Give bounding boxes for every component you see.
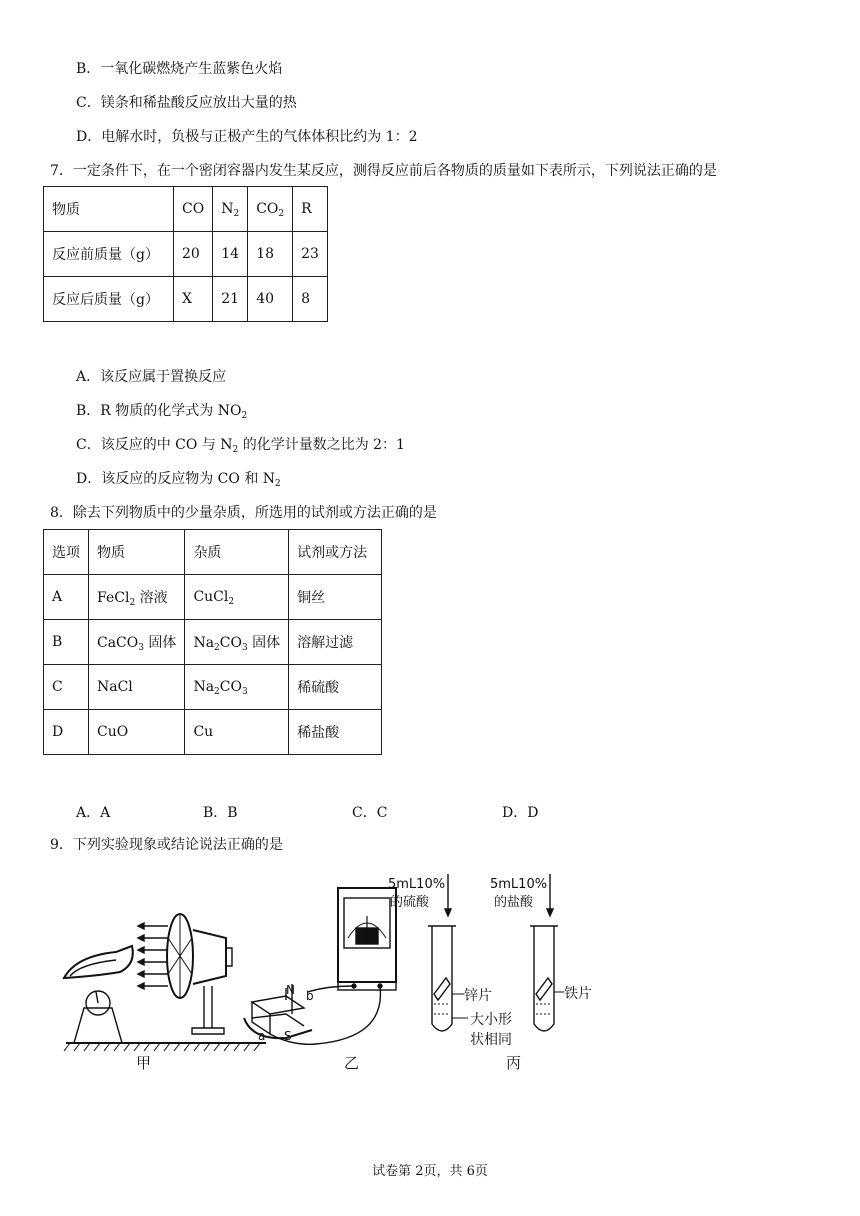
table-cell: 8 (293, 277, 328, 322)
q7-option-a: A．该反应属于置换反应 (76, 369, 227, 385)
table-cell: FeCl$_2$ 溶液 (89, 575, 185, 620)
table-cell: 选项 (44, 530, 89, 575)
q7-option-b: B．R 物质的化学式为 $NO_2$ (76, 403, 248, 421)
table-cell: 试剂或方法 (289, 530, 382, 575)
table-cell: B (44, 620, 89, 665)
same-size-label-2: 状相同 (470, 1032, 512, 1048)
table-cell: D (44, 710, 89, 755)
test-tube-experiment (388, 874, 592, 1072)
wind-arrows (138, 923, 168, 989)
page-footer: 试卷第 2页，共 6页 (372, 1164, 488, 1179)
table-cell: 反应后质量（g） (44, 277, 174, 322)
tube2-label-2: 的盐酸 (494, 895, 534, 910)
table-row (44, 530, 382, 575)
table-cell: 铜丝 (289, 575, 382, 620)
q8-option-b: B．B (203, 805, 238, 821)
q7-option-c: C．该反应的中 CO 与 $N_2$ 的化学计量数之比为 2：1 (76, 437, 405, 455)
table-cell: 23 (293, 232, 328, 277)
q9-stem: 9．下列实验现象或结论说法正确的是 (50, 837, 283, 853)
table-cell: 稀盐酸 (289, 710, 382, 755)
table-cell: 18 (248, 232, 293, 277)
q6-option-d: D．电解水时，负极与正极产生的气体体积比约为 1：2 (76, 129, 418, 145)
table-cell: 物质 (89, 530, 185, 575)
table-cell: CO (174, 187, 213, 232)
galvanometer-experiment (244, 888, 396, 1072)
table-row (44, 187, 328, 232)
q6-option-b: B．一氧化碳燃烧产生蓝紫色火焰 (76, 61, 283, 77)
table-cell: 40 (248, 277, 293, 322)
q9-figure (56, 868, 616, 1078)
table-cell: CuCl$_2$ (185, 575, 289, 620)
table-cell: C (44, 665, 89, 710)
iron-label: 铁片 (564, 986, 592, 1002)
table-cell: 物质 (44, 187, 174, 232)
table-cell: A (44, 575, 89, 620)
table-cell: Cu (185, 710, 289, 755)
table-row (44, 575, 382, 620)
table-cell: R (293, 187, 328, 232)
ground-hatch (64, 1043, 260, 1051)
table-cell: 20 (174, 232, 213, 277)
table-cell: $CO_2$ (248, 187, 293, 232)
table-cell: $Na_2CO_3$ 固体 (185, 620, 289, 665)
table-cell: 杂质 (185, 530, 289, 575)
table-row (44, 277, 328, 322)
table-cell: CaCO$_3$ 固体 (89, 620, 185, 665)
table-row (44, 665, 382, 710)
label-s: S (284, 1029, 292, 1043)
liquid-lines-2 (536, 1004, 552, 1014)
tube1-label-2: 的硫酸 (390, 895, 430, 910)
table-cell: 反应前质量（g） (44, 232, 174, 277)
caption-yi: 乙 (344, 1054, 360, 1072)
table-cell: 溶解过滤 (289, 620, 382, 665)
tube2-label-1: 5mL10% (490, 877, 548, 892)
zinc-label: 锌片 (464, 988, 492, 1004)
same-size-label-1: 大小形 (470, 1012, 512, 1028)
table-cell: $Na_2CO_3$ (185, 665, 289, 710)
q7-table (43, 186, 328, 322)
caption-jia: 甲 (136, 1054, 152, 1072)
q8-option-c: C．C (352, 805, 388, 821)
table-row (44, 710, 382, 755)
table-row (44, 232, 328, 277)
label-b: b (306, 989, 314, 1003)
q8-option-d: D．D (502, 805, 539, 821)
table-cell: CuO (89, 710, 185, 755)
table-cell: NaCl (89, 665, 185, 710)
q8-table (43, 529, 382, 755)
q6-option-c: C．镁条和稀盐酸反应放出大量的热 (76, 95, 297, 111)
q7-option-d: D．该反应的反应物为 CO 和 $N_2$ (76, 471, 281, 489)
label-a: a (258, 1029, 266, 1043)
caption-bing: 丙 (506, 1054, 522, 1072)
q8-option-a: A．A (76, 805, 111, 821)
table-cell: 稀硫酸 (289, 665, 382, 710)
fan-experiment (64, 914, 266, 1072)
table-cell: X (174, 277, 213, 322)
label-n: N (286, 983, 295, 997)
liquid-lines (434, 1004, 450, 1014)
tube1-label-1: 5mL10% (388, 877, 446, 892)
table-row (44, 620, 382, 665)
q8-stem: 8．除去下列物质中的少量杂质，所选用的试剂或方法正确的是 (50, 505, 437, 521)
q7-stem: 7．一定条件下，在一个密闭容器内发生某反应，测得反应前后各物质的质量如下表所示，下列说法正确的是 (50, 163, 717, 179)
table-cell: $N_2$ (213, 187, 248, 232)
table-cell: 14 (213, 232, 248, 277)
table-cell: 21 (213, 277, 248, 322)
